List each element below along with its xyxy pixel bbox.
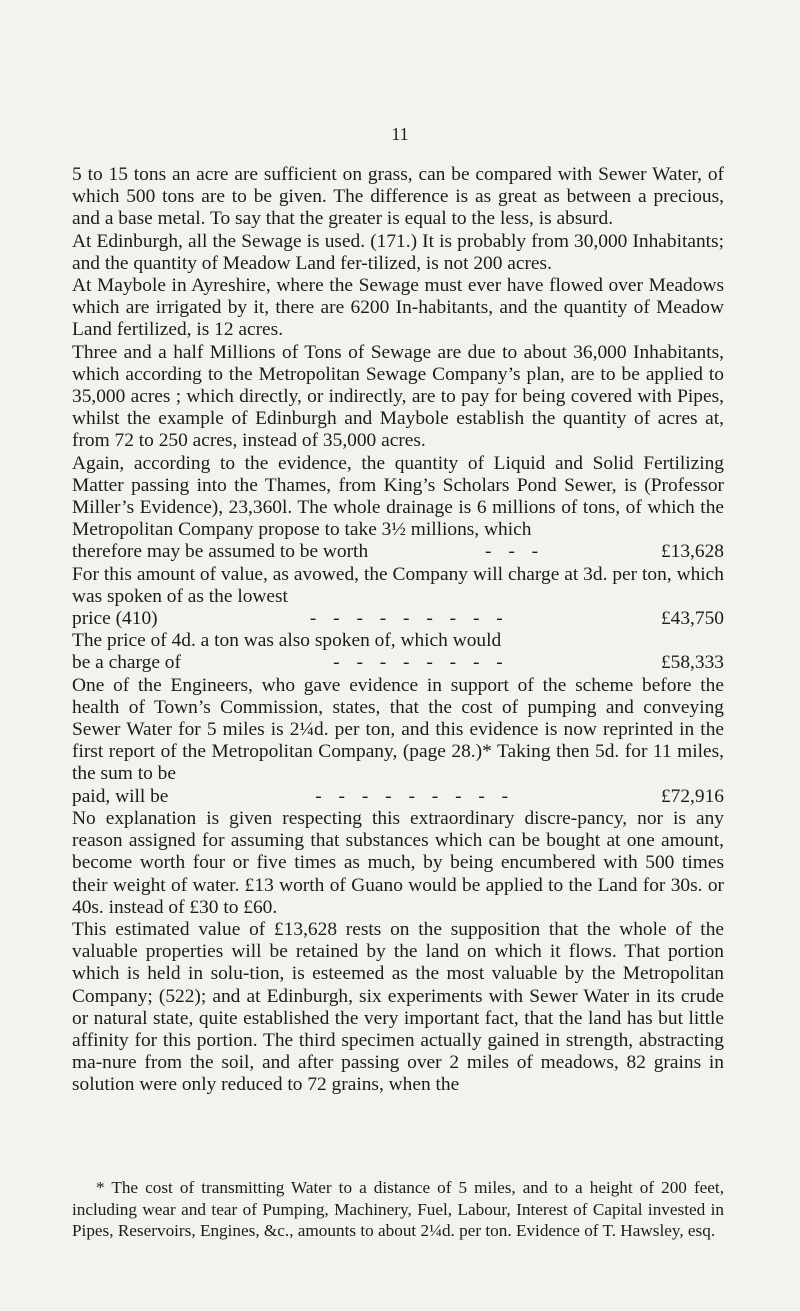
value-line-label: therefore may be assumed to be worth — [72, 541, 369, 563]
value-line-amount: £72,916 — [660, 785, 724, 807]
value-line — [72, 652, 724, 674]
paragraph: One of the Engineers, who gave evidence in support of the scheme before the health of Town’s Commission, states, that the cost of pumping and conveying Sewer Water for 5 miles is 2¼d. per ton, and this evidence is now reprinted in the first report of the Metropolitan Company, (page 28.)* Taking then 5d. for 11 miles, the sum to be — [72, 674, 724, 785]
leader-dashes: - - - - - - - - - — [309, 608, 509, 630]
leader-dashes: - - - — [485, 541, 545, 563]
paragraph: Three and a half Millions of Tons of Sewage are due to about 36,000 Inhabitants, which according to the Metropolitan Sewage Company’s plan, are to be applied to 35,000 acres ; which directly, or indirectly, are to pay for being covered with Pipes, whilst the example of Edinburgh and Maybole establish the quantity of acres at, from 72 to 250 acres, instead of 35,000 acres. — [72, 341, 724, 452]
paragraph: No explanation is given respecting this extraordinary discre-pancy, nor is any reason assigned for assuming that substances which can be bought at one amount, become worth four or five times as much, by being encumbered with 500 times their weight of water. £13 worth of Guano would be applied to the Land for 30s. or 40s. instead of £30 to £60. — [72, 807, 724, 918]
paragraph: At Edinburgh, all the Sewage is used. (171.) It is probably from 30,000 Inhabitants; and the quantity of Meadow Land fer-tilized, is not 200 acres. — [72, 230, 724, 274]
paragraph: This estimated value of £13,628 rests on the supposition that the whole of the valuable properties will be retained by the land on which it flows. That portion which is held in solu-tion, is esteemed as the most valuable by the Metropolitan Company; (522); and at Edinburgh, six experiments with Sewer Water in its crude or natural state, quite established the very important fact, that the land has but little affinity for this portion. The third specimen actually gained in strength, abstracting ma-nure from the soil, and after passing over 2 miles of meadows, 82 grains in solution were only reduced to 72 grains, when the — [72, 918, 724, 1096]
value-line-amount: £13,628 — [660, 541, 724, 563]
leader-dashes: - - - - - - - - — [333, 652, 509, 674]
value-line-amount: £58,333 — [660, 652, 724, 674]
value-line — [72, 541, 724, 563]
body-text — [72, 164, 724, 1097]
footnote-text: * The cost of transmitting Water to a distance of 5 miles, and to a height of 200 feet, including wear and tear of Pumping, Machinery, Fuel, Labour, Interest of Capital invested in Pipes, Reservoirs, Engines, &c., amounts to about 2¼d. per ton. Evidence of T. Hawsley, esq. — [72, 1178, 724, 1240]
value-line — [72, 786, 724, 808]
paragraph: The price of 4d. a ton was also spoken of, which would — [72, 630, 502, 652]
value-line-label: paid, will be — [72, 785, 169, 807]
paragraph: For this amount of value, as avowed, the Company will charge at 3d. per ton, which was spoken of as the lowest — [72, 563, 724, 607]
page-number: 11 — [391, 124, 409, 144]
value-line-label: be a charge of — [72, 652, 181, 674]
value-line-label: price (410) — [72, 608, 158, 630]
paragraph: 5 to 15 tons an acre are sufficient on grass, can be compared with Sewer Water, of which 500 tons are to be given. The difference is as great as between a precious, and a base metal. To say that the greater is equal to the less, is absurd. — [72, 164, 724, 230]
paragraph: Again, according to the evidence, the quantity of Liquid and Solid Fertilizing Matter passing into the Thames, from King’s Scholars Pond Sewer, is (Professor Miller’s Evidence), 23,360l. The whole drainage is 6 millions of tons, of which the Metropolitan Company propose to take 3½ millions, which — [72, 452, 724, 541]
value-line-amount: £43,750 — [660, 608, 724, 630]
value-line — [72, 608, 724, 630]
footnote — [72, 1177, 724, 1242]
leader-dashes: - - - - - - - - - — [315, 785, 515, 807]
paragraph: At Maybole in Ayreshire, where the Sewage must ever have flowed over Meadows which are irrigated by it, there are 6200 In-habitants, and the quantity of Meadow Land fertilized, is 12 acres. — [72, 275, 724, 341]
